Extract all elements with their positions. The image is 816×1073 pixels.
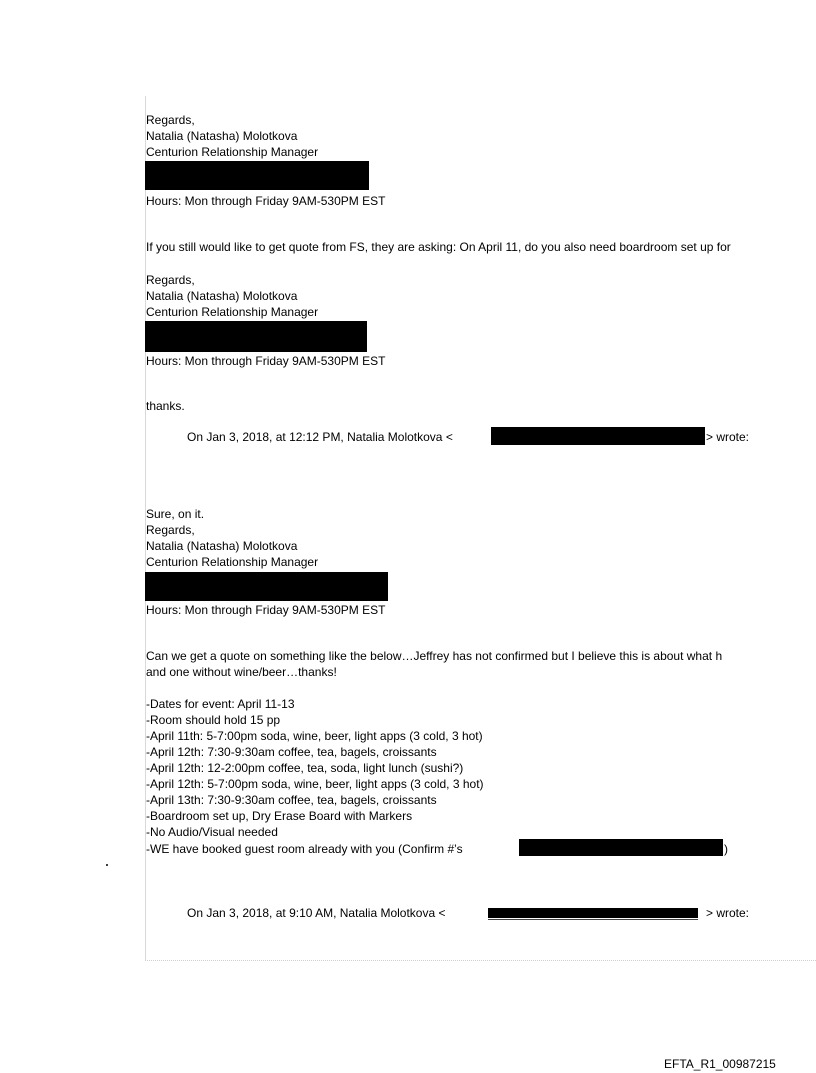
request-text-line: and one without wine/beer…thanks! bbox=[146, 665, 337, 679]
redaction-box bbox=[488, 908, 698, 918]
signature-name: Natalia (Natasha) Molotkova bbox=[146, 289, 298, 303]
event-item: -April 13th: 7:30-9:30am coffee, tea, bagels, croissants bbox=[146, 793, 437, 807]
document-id-footer: EFTA_R1_00987215 bbox=[664, 1057, 776, 1071]
email-underline bbox=[488, 919, 698, 920]
quote-header-suffix: > wrote: bbox=[706, 906, 750, 920]
signature-regards: Regards, bbox=[146, 113, 195, 127]
quote-header-suffix: > wrote: bbox=[706, 430, 750, 444]
quote-header-prefix: On Jan 3, 2018, at 9:10 AM, Natalia Molotkova < bbox=[187, 906, 446, 920]
redaction-box bbox=[145, 572, 388, 601]
redaction-box bbox=[145, 161, 369, 190]
stray-dot bbox=[106, 864, 108, 866]
signature-regards: Regards, bbox=[146, 523, 195, 537]
event-item: -April 11th: 5-7:00pm soda, wine, beer, light apps (3 cold, 3 hot) bbox=[146, 729, 483, 743]
quote-header-prefix: On Jan 3, 2018, at 12:12 PM, Natalia Molotkova < bbox=[187, 430, 453, 444]
event-item: -April 12th: 12-2:00pm coffee, tea, soda, light lunch (sushi?) bbox=[146, 761, 464, 775]
fs-question-text: If you still would like to get quote from FS, they are asking: On April 11, do you also need boardroom set up for bbox=[146, 240, 731, 254]
signature-hours: Hours: Mon through Friday 9AM-530PM EST bbox=[146, 354, 386, 368]
redaction-box bbox=[145, 321, 367, 352]
reply-sure-text: Sure, on it. bbox=[146, 507, 205, 521]
email-frame-bottom-border bbox=[145, 960, 816, 961]
signature-name: Natalia (Natasha) Molotkova bbox=[146, 539, 298, 553]
signature-regards: Regards, bbox=[146, 273, 195, 287]
booked-room-suffix: ) bbox=[724, 842, 728, 856]
signature-title: Centurion Relationship Manager bbox=[146, 555, 319, 569]
signature-hours: Hours: Mon through Friday 9AM-530PM EST bbox=[146, 603, 386, 617]
event-item: -Boardroom set up, Dry Erase Board with Markers bbox=[146, 809, 413, 823]
event-item: -Room should hold 15 pp bbox=[146, 713, 281, 727]
thanks-text: thanks. bbox=[146, 399, 185, 413]
signature-title: Centurion Relationship Manager bbox=[146, 145, 319, 159]
signature-title: Centurion Relationship Manager bbox=[146, 305, 319, 319]
request-text-line: Can we get a quote on something like the below…Jeffrey has not confirmed but I believe this is about what h bbox=[146, 649, 723, 663]
event-item: -No Audio/Visual needed bbox=[146, 825, 278, 839]
event-item: -Dates for event: April 11-13 bbox=[146, 697, 295, 711]
event-item: -April 12th: 7:30-9:30am coffee, tea, bagels, croissants bbox=[146, 745, 437, 759]
booked-room-prefix: -WE have booked guest room already with you (Confirm #’s bbox=[146, 842, 463, 856]
signature-name: Natalia (Natasha) Molotkova bbox=[146, 129, 298, 143]
redaction-box bbox=[491, 427, 705, 445]
event-item: -April 12th: 5-7:00pm soda, wine, beer, light apps (3 cold, 3 hot) bbox=[146, 777, 484, 791]
redaction-box bbox=[519, 839, 723, 856]
signature-hours: Hours: Mon through Friday 9AM-530PM EST bbox=[146, 194, 386, 208]
